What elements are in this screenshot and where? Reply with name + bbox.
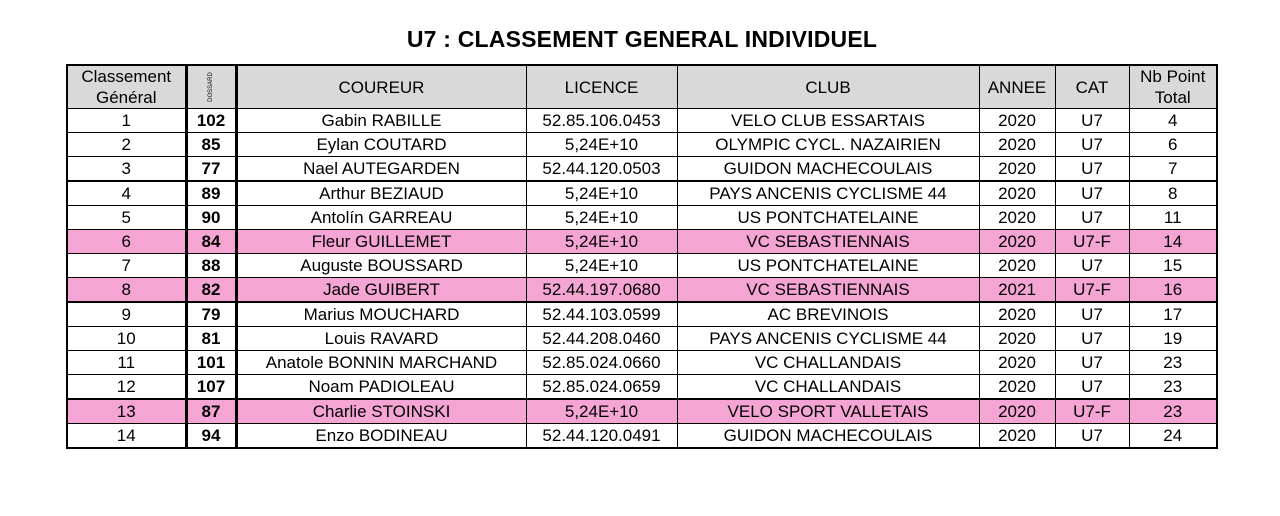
table-row (67, 375, 1217, 400)
cell-points: 23 (1129, 351, 1217, 375)
cell-year: 2020 (979, 302, 1055, 327)
cell-year: 2020 (979, 230, 1055, 254)
table-row (67, 157, 1217, 182)
cell-year: 2020 (979, 181, 1055, 206)
table-row (67, 302, 1217, 327)
cell-licence: 52.44.208.0460 (526, 327, 677, 351)
cell-licence: 52.44.120.0503 (526, 157, 677, 182)
cell-club: PAYS ANCENIS CYCLISME 44 (677, 327, 979, 351)
cell-cat: U7-F (1055, 230, 1129, 254)
col-header-points: Nb Point Total (1129, 65, 1217, 109)
cell-year: 2020 (979, 133, 1055, 157)
cell-rider: Eylan COUTARD (236, 133, 526, 157)
cell-licence: 52.44.120.0491 (526, 424, 677, 449)
cell-rider: Noam PADIOLEAU (236, 375, 526, 400)
cell-points: 24 (1129, 424, 1217, 449)
cell-cat: U7 (1055, 375, 1129, 400)
col-header-year: ANNEE (979, 65, 1055, 109)
cell-club: PAYS ANCENIS CYCLISME 44 (677, 181, 979, 206)
cell-rider: Nael AUTEGARDEN (236, 157, 526, 182)
cell-club: VELO SPORT VALLETAIS (677, 399, 979, 424)
cell-dossard: 77 (186, 157, 236, 182)
col-header-licence: LICENCE (526, 65, 677, 109)
cell-club: US PONTCHATELAINE (677, 206, 979, 230)
cell-rank: 2 (67, 133, 186, 157)
cell-rank: 1 (67, 109, 186, 133)
table-row (67, 399, 1217, 424)
cell-club: GUIDON MACHECOULAIS (677, 424, 979, 449)
cell-dossard: 89 (186, 181, 236, 206)
cell-licence: 52.85.024.0659 (526, 375, 677, 400)
cell-dossard: 79 (186, 302, 236, 327)
cell-points: 7 (1129, 157, 1217, 182)
cell-club: OLYMPIC CYCL. NAZAIRIEN (677, 133, 979, 157)
cell-cat: U7-F (1055, 399, 1129, 424)
table-row (67, 230, 1217, 254)
cell-rider: Enzo BODINEAU (236, 424, 526, 449)
cell-points: 8 (1129, 181, 1217, 206)
ranking-rows (67, 109, 1217, 449)
cell-club: AC BREVINOIS (677, 302, 979, 327)
header-row (67, 65, 1217, 109)
cell-rank: 12 (67, 375, 186, 400)
cell-licence: 5,24E+10 (526, 133, 677, 157)
cell-rank: 8 (67, 278, 186, 303)
cell-licence: 5,24E+10 (526, 254, 677, 278)
cell-rank: 11 (67, 351, 186, 375)
cell-rank: 3 (67, 157, 186, 182)
cell-rider: Anatole BONNIN MARCHAND (236, 351, 526, 375)
cell-cat: U7 (1055, 424, 1129, 449)
cell-dossard: 101 (186, 351, 236, 375)
cell-dossard: 90 (186, 206, 236, 230)
cell-points: 23 (1129, 399, 1217, 424)
cell-year: 2020 (979, 254, 1055, 278)
cell-points: 6 (1129, 133, 1217, 157)
cell-points: 14 (1129, 230, 1217, 254)
col-header-club: CLUB (677, 65, 979, 109)
cell-year: 2020 (979, 109, 1055, 133)
cell-club: VC CHALLANDAIS (677, 375, 979, 400)
table-row (67, 206, 1217, 230)
cell-rank: 13 (67, 399, 186, 424)
cell-rank: 4 (67, 181, 186, 206)
cell-cat: U7 (1055, 157, 1129, 182)
cell-year: 2020 (979, 157, 1055, 182)
table-row (67, 424, 1217, 449)
table-row (67, 254, 1217, 278)
cell-points: 17 (1129, 302, 1217, 327)
page-title: U7 : CLASSEMENT GENERAL INDIVIDUEL (406, 26, 878, 52)
cell-club: VELO CLUB ESSARTAIS (677, 109, 979, 133)
cell-dossard: 82 (186, 278, 236, 303)
cell-points: 23 (1129, 375, 1217, 400)
table-row (67, 133, 1217, 157)
cell-rank: 5 (67, 206, 186, 230)
cell-rider: Jade GUIBERT (236, 278, 526, 303)
cell-licence: 5,24E+10 (526, 399, 677, 424)
col-header-dossard-label: DOSSARD (207, 72, 214, 102)
cell-club: GUIDON MACHECOULAIS (677, 157, 979, 182)
col-header-rider: COUREUR (236, 65, 526, 109)
cell-rank: 9 (67, 302, 186, 327)
cell-cat: U7 (1055, 351, 1129, 375)
cell-dossard: 87 (186, 399, 236, 424)
cell-cat: U7 (1055, 206, 1129, 230)
table-row (67, 109, 1217, 133)
cell-dossard: 81 (186, 327, 236, 351)
cell-rank: 6 (67, 230, 186, 254)
cell-rank: 14 (67, 424, 186, 449)
cell-points: 19 (1129, 327, 1217, 351)
cell-rank: 10 (67, 327, 186, 351)
cell-licence: 52.44.103.0599 (526, 302, 677, 327)
cell-cat: U7 (1055, 327, 1129, 351)
cell-rider: Auguste BOUSSARD (236, 254, 526, 278)
cell-licence: 5,24E+10 (526, 206, 677, 230)
table-row (67, 278, 1217, 303)
cell-rider: Fleur GUILLEMET (236, 230, 526, 254)
cell-licence: 52.85.106.0453 (526, 109, 677, 133)
cell-licence: 52.85.024.0660 (526, 351, 677, 375)
cell-rank: 7 (67, 254, 186, 278)
cell-licence: 52.44.197.0680 (526, 278, 677, 303)
col-header-dossard (186, 65, 236, 109)
cell-year: 2020 (979, 327, 1055, 351)
cell-points: 4 (1129, 109, 1217, 133)
cell-cat: U7 (1055, 302, 1129, 327)
cell-year: 2020 (979, 375, 1055, 400)
col-header-rank: Classement Général (67, 65, 186, 109)
cell-dossard: 102 (186, 109, 236, 133)
table-row (67, 181, 1217, 206)
cell-rider: Louis RAVARD (236, 327, 526, 351)
cell-year: 2021 (979, 278, 1055, 303)
cell-club: US PONTCHATELAINE (677, 254, 979, 278)
cell-year: 2020 (979, 424, 1055, 449)
cell-year: 2020 (979, 351, 1055, 375)
col-header-cat: CAT (1055, 65, 1129, 109)
cell-dossard: 94 (186, 424, 236, 449)
ranking-table (66, 64, 1218, 449)
cell-year: 2020 (979, 206, 1055, 230)
table-row (67, 327, 1217, 351)
cell-cat: U7 (1055, 254, 1129, 278)
cell-points: 11 (1129, 206, 1217, 230)
cell-club: VC CHALLANDAIS (677, 351, 979, 375)
cell-year: 2020 (979, 399, 1055, 424)
cell-rider: Charlie STOINSKI (236, 399, 526, 424)
cell-rider: Arthur BEZIAUD (236, 181, 526, 206)
cell-club: VC SEBASTIENNAIS (677, 230, 979, 254)
cell-points: 16 (1129, 278, 1217, 303)
cell-dossard: 84 (186, 230, 236, 254)
cell-licence: 5,24E+10 (526, 181, 677, 206)
cell-cat: U7 (1055, 133, 1129, 157)
cell-cat: U7 (1055, 181, 1129, 206)
cell-dossard: 85 (186, 133, 236, 157)
table-row (67, 351, 1217, 375)
cell-rider: Marius MOUCHARD (236, 302, 526, 327)
cell-dossard: 88 (186, 254, 236, 278)
cell-rider: Antolín GARREAU (236, 206, 526, 230)
cell-rider: Gabin RABILLE (236, 109, 526, 133)
cell-points: 15 (1129, 254, 1217, 278)
cell-dossard: 107 (186, 375, 236, 400)
cell-cat: U7 (1055, 109, 1129, 133)
cell-club: VC SEBASTIENNAIS (677, 278, 979, 303)
cell-cat: U7-F (1055, 278, 1129, 303)
cell-licence: 5,24E+10 (526, 230, 677, 254)
